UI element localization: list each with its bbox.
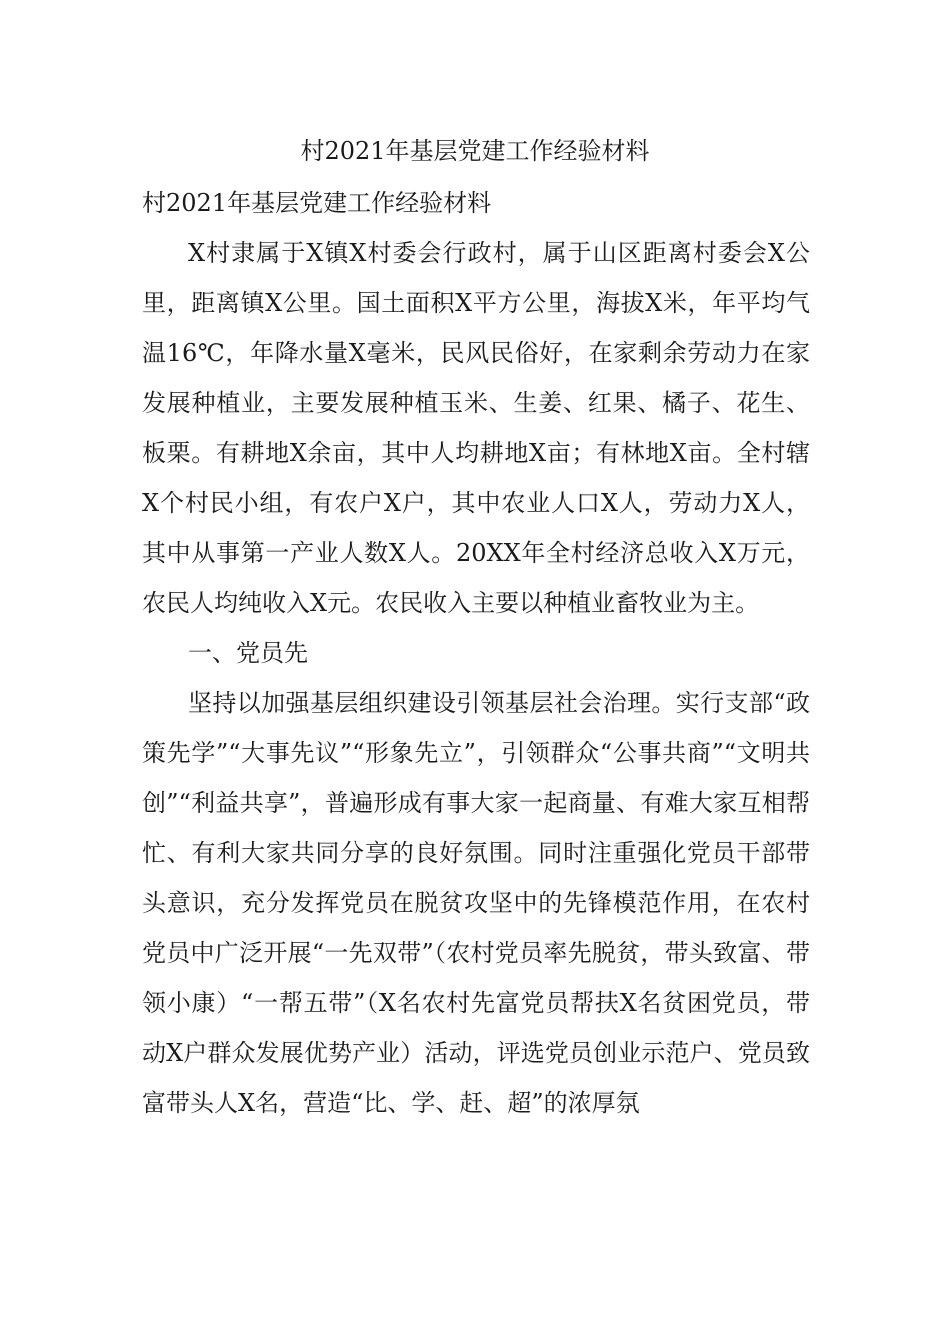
paragraph-intro: X村隶属于X镇X村委会行政村，属于山区距离村委会X公里，距离镇X公里。国土面积X平方公里，海拔X米，年平均气温16℃，年降水量X毫米，民风民俗好，在家剩余劳动力在家发展种植业，主要发展种植玉米、生姜、红果、橘子、花生、板栗。有耕地X余亩，其中人均耕地X亩；有林地X亩。全村辖X个村民小组，有农户X户，其中农业人口X人，劳动力X人，其中从事第一产业人数X人。20XX年全村经济总收入X万元，农民人均纯收入X元。农民收入主要以种植业畜牧业为主。 <box>142 239 810 617</box>
section-heading: 一、党员先 <box>188 639 308 667</box>
document-body <box>142 178 810 1128</box>
document-subtitle: 村2021年基层党建工作经验材料 <box>142 189 492 217</box>
document-title: 村2021年基层党建工作经验材料 <box>300 137 650 165</box>
paragraph-party-members: 坚持以加强基层组织建设引领基层社会治理。实行支部“政策先学”“大事先议”“形象先立”，引领群众“公事共商”“文明共创”“利益共享”，普遍形成有事大家一起商量、有难大家互相帮忙、有利大家共同分享的良好氛围。同时注重强化党员干部带头意识，充分发挥党员在脱贫攻坚中的先锋模范作用，在农村党员中广泛开展“一先双带”（农村党员率先脱贫，带头致富、带领小康）“一帮五带”（X名农村先富党员帮扶X名贫困党员，带动X户群众发展优势产业）活动，评选党员创业示范户、党员致富带头人X名，营造“比、学、赶、超”的浓厚氛 <box>142 689 810 1117</box>
